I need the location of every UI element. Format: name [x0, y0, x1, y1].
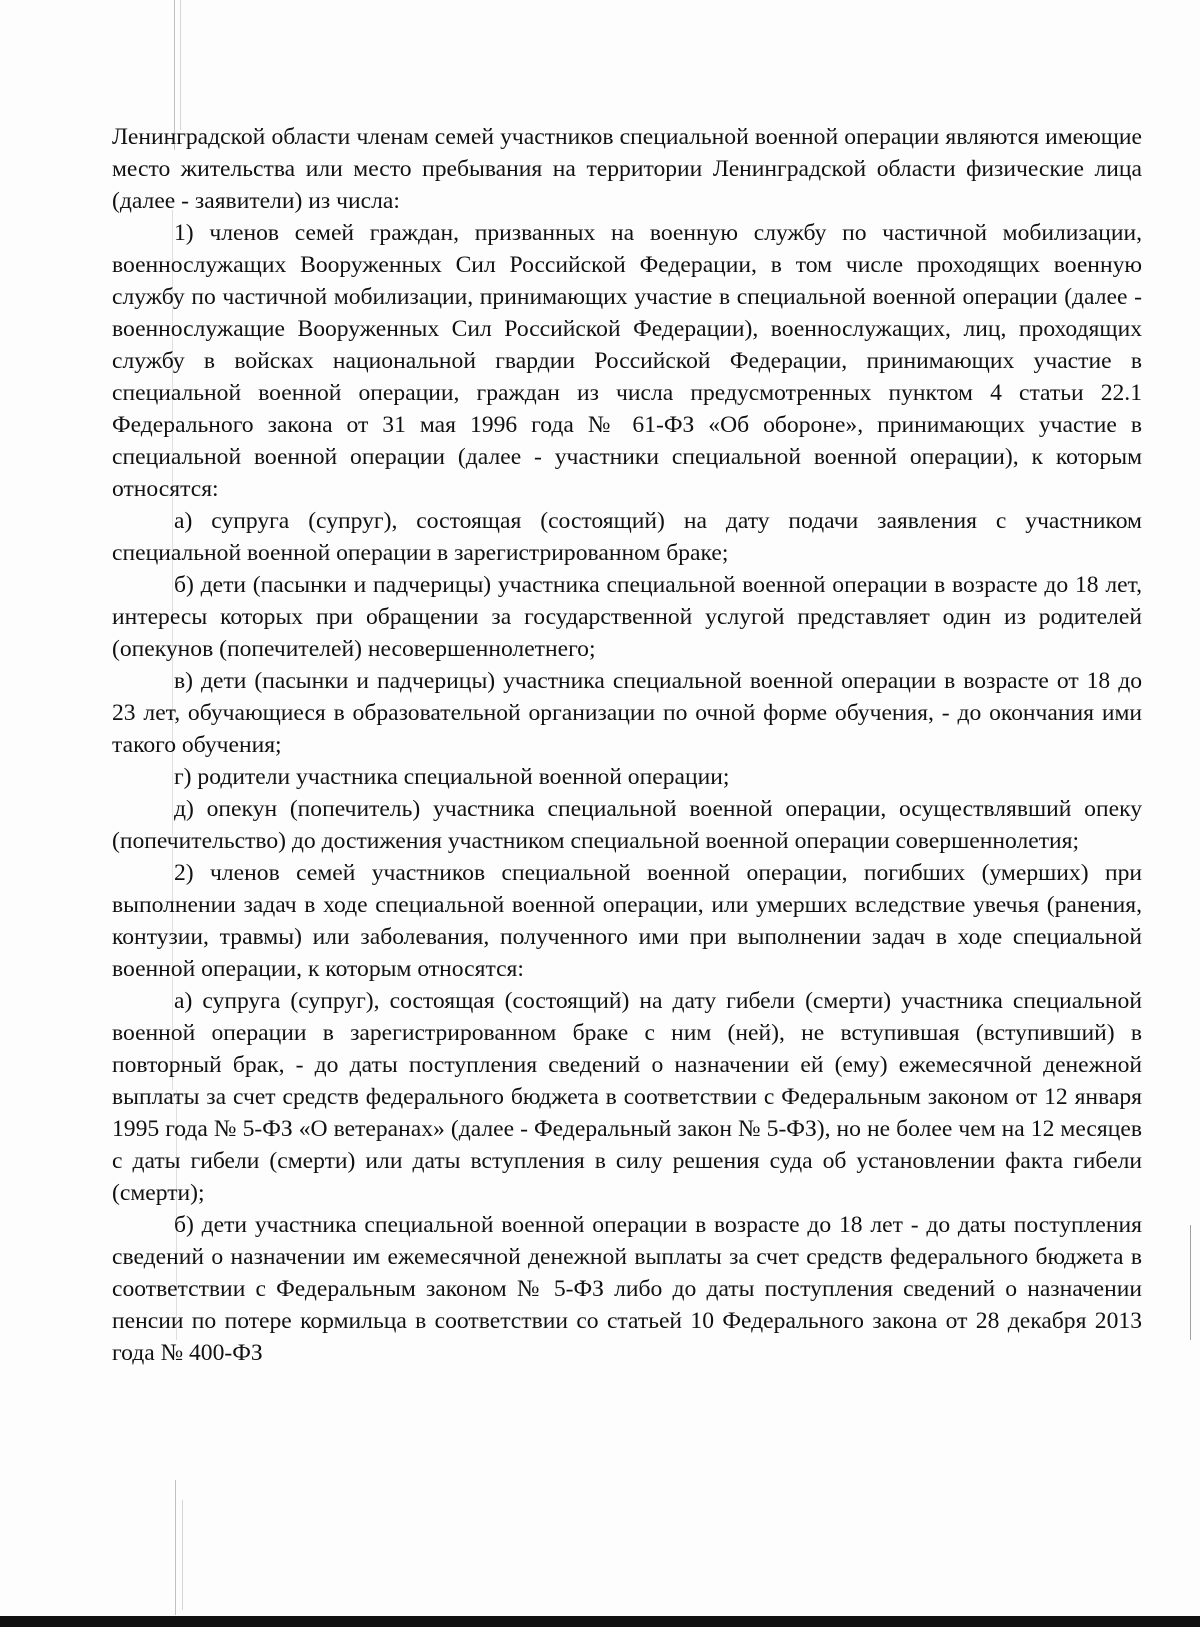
paragraph-item-2a: а) супруга (супруг), состоящая (состоящий) на дату гибели (смерти) участника специальной военной операции в зарегистрированном браке с ним (ней), не вступившая (вступивший) в повторный брак, - до даты поступления сведений о назначении ей (ему) ежемесячной денежной выплаты за счет средств федерального бюджета в соответствии с Федеральным законом от 12 января 1995 года № 5-ФЗ «О ветеранах» (далее - Федеральный закон № 5-ФЗ), но не более чем на 12 месяцев с даты гибели (смерти) или даты вступления в силу решения суда об установлении факта гибели (смерти);: [112, 988, 1142, 1206]
paragraph-item-2: 2) членов семей участников специальной военной операции, погибших (умерших) при выполнении задач в ходе специальной военной операции, или умерших вследствие увечья (ранения, контузии, травмы) или заболевания, полученного ими при выполнении задач в ходе специальной военной операции, к которым относятся:: [112, 860, 1142, 982]
paragraph-item-1g: г) родители участника специальной военной операции;: [174, 764, 730, 790]
scan-artifact-line: [1190, 1225, 1191, 1340]
paragraph-item-2b: б) дети участника специальной военной операции в возрасте до 18 лет - до даты поступления сведений о назначении им ежемесячной денежной выплаты за счет средств федерального бюджета в соответствии с Федеральным законом № 5-ФЗ либо до даты поступления сведений о назначении пенсии по потере кормильца в соответствии со статьей 10 Федерального закона от 28 декабря 2013 года № 400-ФЗ: [112, 1212, 1142, 1366]
scan-artifact-line: [180, 0, 181, 130]
scan-artifact-line: [182, 1500, 183, 1610]
paragraph-item-1v: в) дети (пасынки и падчерицы) участника специальной военной операции в возрасте от 18 до 23 лет, обучающиеся в образовательной организации по очной форме обучения, - до окончания ими такого обучения;: [112, 668, 1142, 758]
scan-bottom-edge: [0, 1616, 1200, 1627]
paragraph-item-1d: д) опекун (попечитель) участника специальной военной операции, осуществлявший опеку (попечительство) до достижения участником специальной военной операции совершеннолетия;: [112, 796, 1142, 854]
paragraph-item-1a: а) супруга (супруг), состоящая (состоящий) на дату подачи заявления с участником специальной военной операции в зарегистрированном браке;: [112, 508, 1142, 566]
scan-artifact-line: [175, 1480, 176, 1615]
paragraph-intro: Ленинградской области членам семей участников специальной военной операции являются имеющие место жительства или место пребывания на территории Ленинградской области физические лица (далее - заявители) из числа:: [112, 124, 1142, 214]
paragraph-item-1b: б) дети (пасынки и падчерицы) участника специальной военной операции в возрасте до 18 лет, интересы которых при обращении за государственной услугой представляет один из родителей (опекунов (попечителей) несовершеннолетнего;: [112, 572, 1142, 662]
document-body: [112, 121, 1142, 1369]
paragraph-item-1: 1) членов семей граждан, призванных на военную службу по частичной мобилизации, военнослужащих Вооруженных Сил Российской Федерации, в том числе проходящих военную службу по частичной мобилизации, принимающих участие в специальной военной операции (далее - военнослужащие Вооруженных Сил Российской Федерации), военнослужащих, лиц, проходящих службу в войсках национальной гвардии Российской Федерации, принимающих участие в специальной военной операции, граждан из числа предусмотренных пунктом 4 статьи 22.1 Федерального закона от 31 мая 1996 года № 61-ФЗ «Об обороне», принимающих участие в специальной военной операции (далее - участники специальной военной операции), к которым относятся:: [112, 220, 1142, 502]
